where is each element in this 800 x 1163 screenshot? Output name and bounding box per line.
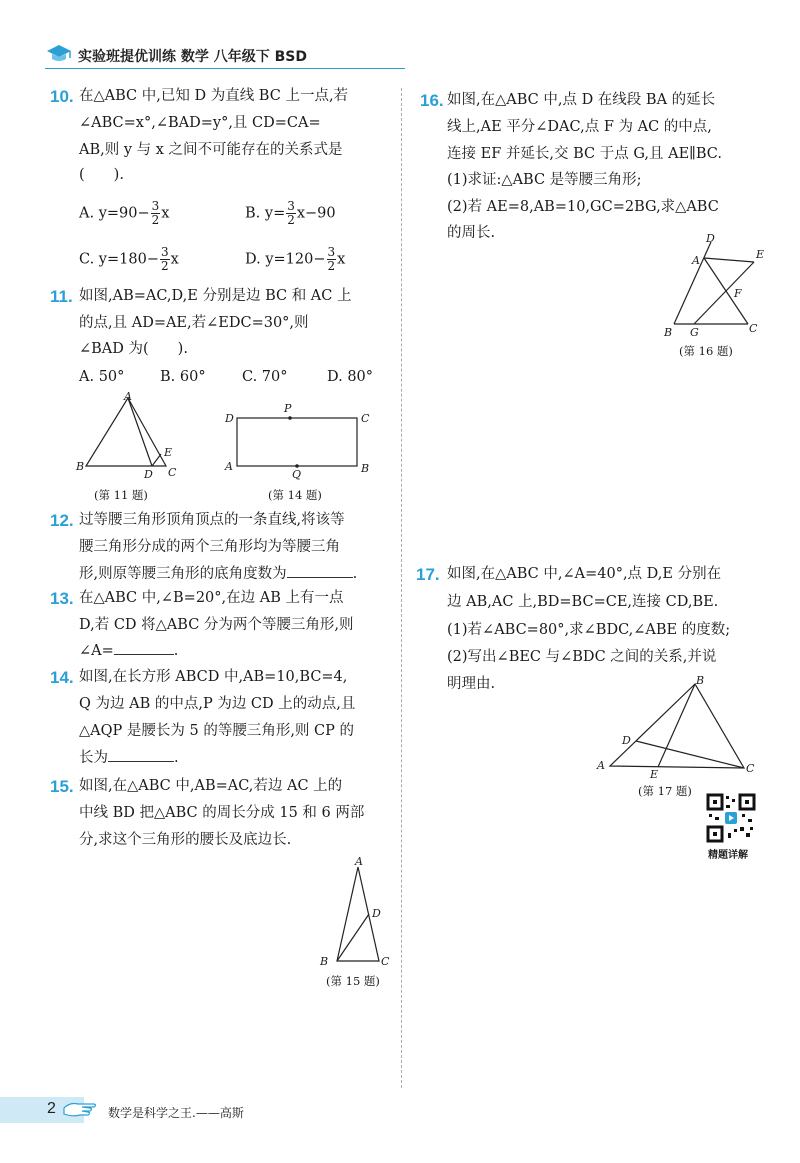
- q17-text-line: 如图,在△ABC 中,∠A=40°,点 D,E 分别在: [447, 566, 722, 582]
- q13-text-line: D,若 CD 将△ABC 分为两个等腰三角形,则: [79, 617, 354, 633]
- question-number: 12.: [50, 511, 74, 530]
- fig-label: E: [650, 768, 659, 781]
- qr-label: 精题详解: [708, 850, 748, 861]
- figure-caption: (第 14 题): [268, 488, 322, 502]
- q11-text-line: 如图,AB=AC,D,E 分别是边 BC 和 AC 上: [79, 288, 352, 304]
- q10-text-line: 在△ABC 中,已知 D 为直线 BC 上一点,若: [79, 88, 349, 104]
- question-number: 11.: [50, 287, 73, 306]
- figure-q14: [222, 400, 382, 480]
- q10-option-b[interactable]: B. y= $\frac{3}{2}$ x−90: [245, 199, 336, 227]
- q13-text-line: ∠A= .: [79, 638, 178, 665]
- question-number: 14.: [50, 668, 74, 687]
- figure-caption: (第 16 题): [679, 344, 733, 358]
- q10-text-line: ∠ABC=x°,∠BAD=y°,且 CD=CA=: [79, 115, 321, 131]
- header-rule: [45, 68, 405, 69]
- q12-text-line: 腰三角形分成的两个三角形均为等腰三角: [79, 539, 340, 555]
- q12-text-line: 形,则原等腰三角形的底角度数为 .: [79, 561, 357, 588]
- column-divider: [401, 88, 402, 1088]
- question-number: 17.: [416, 565, 440, 584]
- question-number: 13.: [50, 589, 74, 608]
- fig-label: F: [734, 287, 742, 300]
- answer-blank[interactable]: [287, 563, 353, 578]
- question-number: 16.: [420, 91, 444, 110]
- fig-label: D: [622, 734, 631, 747]
- q11-option-c[interactable]: C. 70°: [242, 369, 288, 385]
- figure-caption: (第 17 题): [638, 784, 692, 798]
- fig-label: A: [225, 460, 233, 473]
- q10-option-a[interactable]: A. y=90− $\frac{3}{2}$ x: [79, 199, 170, 227]
- fig-label: D: [372, 907, 381, 920]
- fig-label: B: [361, 462, 370, 475]
- q15-text-line: 中线 BD 把△ABC 的周长分成 15 和 6 两部: [79, 805, 365, 821]
- answer-blank[interactable]: [108, 747, 174, 762]
- q11-option-d[interactable]: D. 80°: [327, 369, 374, 385]
- q11-option-a[interactable]: A. 50°: [79, 369, 125, 385]
- fig-label: A: [355, 855, 363, 868]
- fig-label: A: [692, 254, 700, 267]
- figure-caption: (第 15 题): [326, 974, 380, 988]
- fig-label: C: [749, 322, 758, 335]
- fig-label: C: [381, 955, 390, 968]
- q17-text-line: 边 AB,AC 上,BD=BC=CE,连接 CD,BE.: [447, 594, 719, 610]
- fig-label: E: [164, 446, 173, 459]
- fig-label: B: [696, 674, 705, 687]
- q14-text-line: 如图,在长方形 ABCD 中,AB=10,BC=4,: [79, 669, 348, 685]
- fig-label: B: [664, 326, 673, 339]
- header-icon: [46, 44, 72, 64]
- hand-pointer-icon: [60, 1094, 100, 1122]
- q10-option-c[interactable]: C. y=180− $\frac{3}{2}$ x: [79, 245, 179, 273]
- figure-caption: (第 11 题): [94, 488, 148, 502]
- fig-label: B: [320, 955, 329, 968]
- fig-label: A: [597, 759, 605, 772]
- fig-label: D: [225, 412, 234, 425]
- fig-label: D: [144, 468, 153, 481]
- q15-text-line: 分,求这个三角形的腰长及底边长.: [79, 832, 292, 848]
- fig-label: C: [361, 412, 370, 425]
- fig-label: Q: [292, 468, 302, 480]
- fig-label: C: [168, 466, 177, 479]
- footer-quote: 数学是科学之王.——高斯: [108, 1106, 244, 1120]
- fig-label: E: [756, 248, 765, 261]
- q12-text-line: 过等腰三角形顶角顶点的一条直线,将该等: [79, 512, 345, 528]
- figure-q11: [70, 392, 190, 484]
- fig-label: B: [76, 460, 85, 473]
- q16-text-line: 连接 EF 并延长,交 BC 于点 G,且 AE∥BC.: [447, 146, 722, 162]
- fig-label: G: [690, 326, 699, 339]
- fig-label: D: [706, 232, 715, 245]
- q14-text-line: 长为 .: [79, 745, 179, 772]
- q11-text-line: 的点,且 AD=AE,若∠EDC=30°,则: [79, 315, 309, 331]
- fig-label: P: [284, 402, 292, 415]
- question-number: 10.: [50, 87, 74, 106]
- q10-text-line: AB,则 y 与 x 之间不可能存在的关系式是: [79, 142, 343, 158]
- q10-option-d[interactable]: D. y=120− $\frac{3}{2}$ x: [245, 245, 346, 273]
- q16-text-line: 线上,AE 平分∠DAC,点 F 为 AC 的中点,: [447, 119, 712, 135]
- q16-text-line: (2)若 AE=8,AB=10,GC=2BG,求△ABC: [447, 199, 719, 215]
- qr-code-icon[interactable]: [706, 793, 756, 843]
- figure-q15: [315, 855, 395, 975]
- q15-text-line: 如图,在△ABC 中,AB=AC,若边 AC 上的: [79, 778, 343, 794]
- q11-text-line: ∠BAD 为( ).: [79, 341, 188, 357]
- q14-text-line: △AQP 是腰长为 5 的等腰三角形,则 CP 的: [79, 723, 354, 739]
- answer-blank[interactable]: [114, 640, 174, 655]
- q11-option-b[interactable]: B. 60°: [160, 369, 206, 385]
- q16-text-line: 的周长.: [447, 225, 496, 241]
- q14-text-line: Q 为边 AB 的中点,P 为边 CD 上的动点,且: [79, 696, 356, 712]
- fig-label: A: [124, 392, 132, 403]
- header-title: 实验班提优训练 数学 八年级下 BSD: [78, 49, 307, 65]
- q10-text-line: ( ).: [79, 167, 124, 183]
- figure-q17: [592, 672, 764, 782]
- q17-text-line: (2)写出∠BEC 与∠BDC 之间的关系,并说: [447, 649, 717, 665]
- fig-label: C: [746, 762, 755, 775]
- page-number: 2: [47, 1100, 56, 1117]
- question-number: 15.: [50, 777, 74, 796]
- q13-text-line: 在△ABC 中,∠B=20°,在边 AB 上有一点: [79, 590, 344, 606]
- q16-text-line: (1)求证:△ABC 是等腰三角形;: [447, 172, 642, 188]
- q17-text-line: (1)若∠ABC=80°,求∠BDC,∠ABE 的度数;: [447, 622, 731, 638]
- q16-text-line: 如图,在△ABC 中,点 D 在线段 BA 的延长: [447, 92, 716, 108]
- figure-q16: [656, 232, 771, 342]
- q17-text-line: 明理由.: [447, 676, 496, 692]
